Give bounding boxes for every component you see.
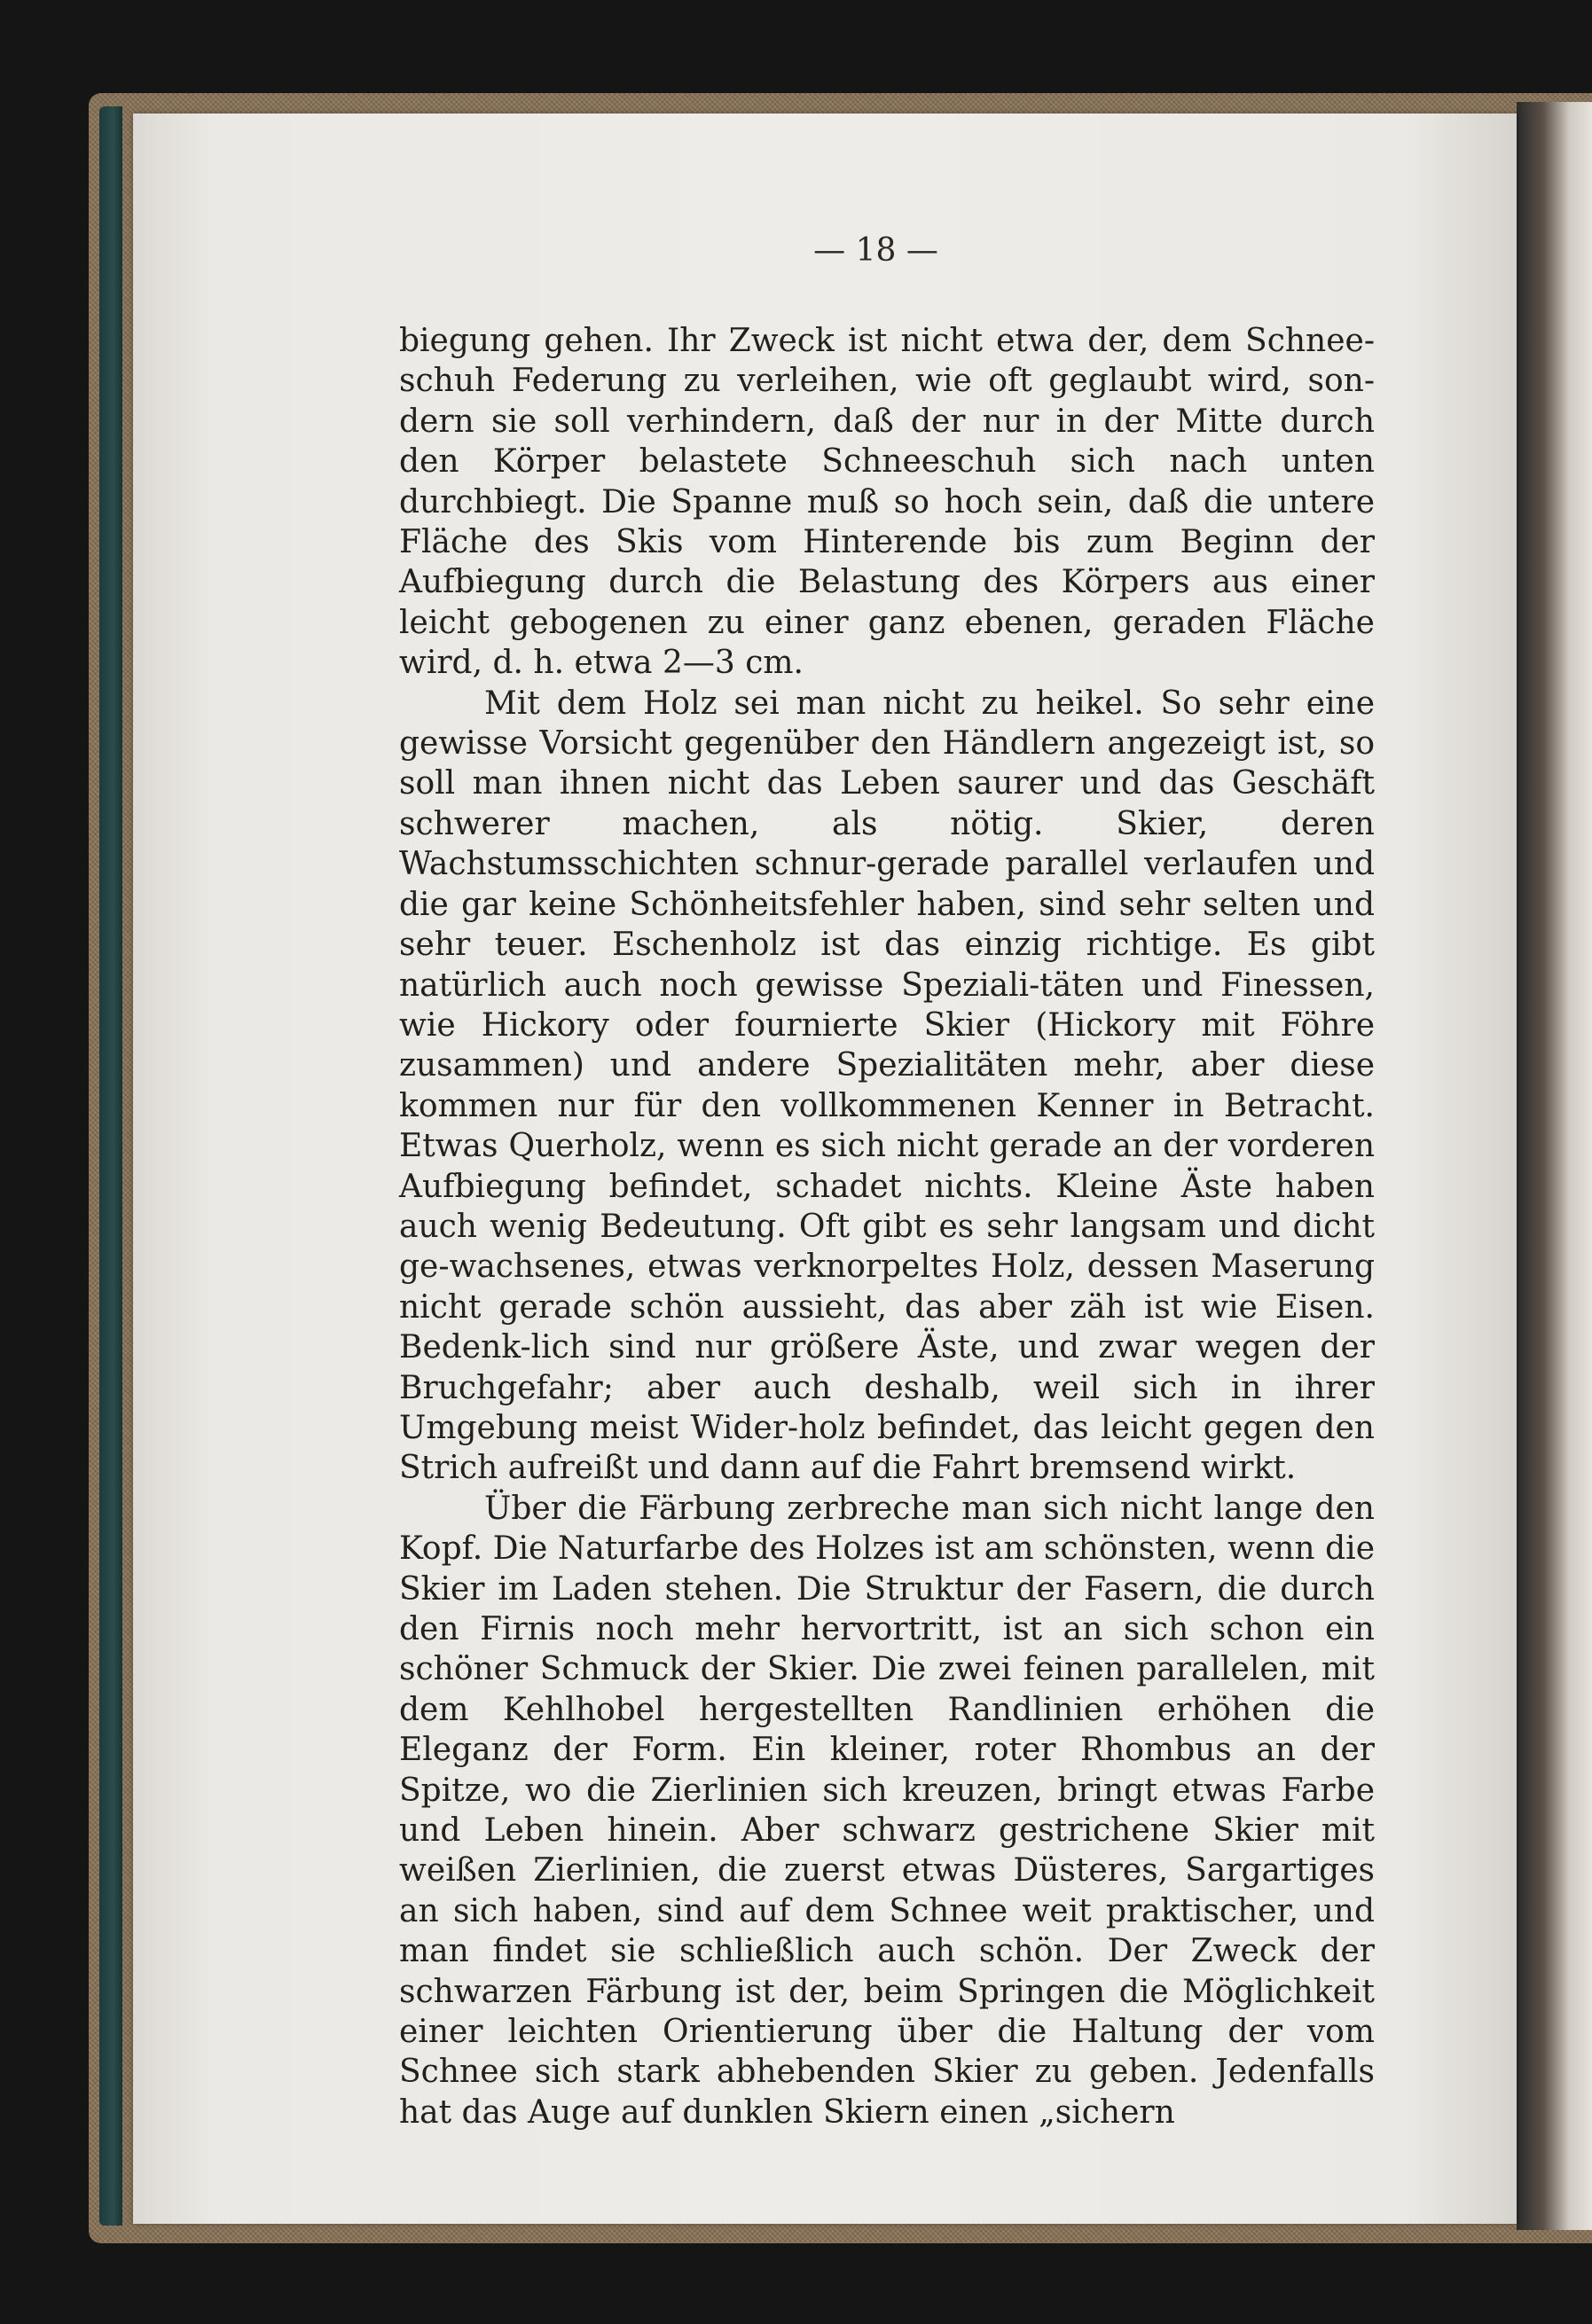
paragraph-1: biegung gehen. Ihr Zweck ist nicht etwa der, dem Schnee-schuh Federung zu verleihen, wie oft geglaubt wird, son-dern sie soll verhindern, daß der nur in der Mitte durch den Körper belastete Schneeschuh sich nach unten durchbiegt. Die Spanne muß so hoch sein, daß die untere Fläche des Skis vom Hinterende bis zum Beginn der Aufbiegung durch die Belastung des Körpers aus einer leicht gebogenen zu einer ganz ebenen, geraden Fläche wird, d. h. etwa 2—3 cm. [399,323,1375,682]
book-spine [99,106,122,2226]
page-body-text [399,321,1375,2132]
paragraph-3: Über die Färbung zerbreche man sich nicht lange den Kopf. Die Naturfarbe des Holzes ist am schönsten, wenn die Skier im Laden stehen. Die Struktur der Fasern, die durch den Firnis noch mehr hervortritt, ist an sich schon ein schöner Schmuck der Skier. Die zwei feinen parallelen, mit dem Kehlhobel hergestellten Randlinien erhöhen die Eleganz der Form. Ein kleiner, roter Rhombus an der Spitze, wo die Zierlinien sich kreuzen, bringt etwas Farbe und Leben hinein. Aber schwarz gestrichene Skier mit weißen Zierlinien, die zuerst etwas Düsteres, Sargartiges an sich haben, sind auf dem Schnee weit praktischer, und man findet sie schließlich auch schön. Der Zweck der schwarzen Färbung ist der, beim Springen die Möglichkeit einer leichten Orientierung über die Haltung der vom Schnee sich stark abhebenden Skier zu geben. Jedenfalls hat das Auge auf dunklen Skiern einen „sichern [399,1490,1375,2131]
page-number: — 18 — [813,232,938,269]
facing-page-edge [1517,102,1592,2230]
paragraph-2: Mit dem Holz sei man nicht zu heikel. So sehr eine gewisse Vorsicht gegenüber den Händlern angezeigt ist, so soll man ihnen nicht das Leben saurer und das Geschäft schwerer machen, als nötig. Skier, deren Wachstumsschichten schnur-gerade parallel verlaufen und die gar keine Schönheitsfehler haben, sind sehr selten und sehr teuer. Eschenholz ist das einzig richtige. Es gibt natürlich auch noch gewisse Speziali-täten und Finessen, wie Hickory oder fournierte Skier (Hickory mit Föhre zusammen) und andere Spezialitäten mehr, aber diese kommen nur für den vollkommenen Kenner in Betracht. Etwas Querholz, wenn es sich nicht gerade an der vorderen Aufbiegung befindet, schadet nichts. Kleine Äste haben auch wenig Bedeutung. Oft gibt es sehr langsam und dicht ge-wachsenes, etwas verknorpeltes Holz, dessen Maserung nicht gerade schön aussieht, das aber zäh ist wie Eisen. Bedenk-lich sind nur größere Äste, und zwar wegen der Bruchgefahr; aber auch deshalb, weil sich in ihrer Umgebung meist Wider-holz befindet, das leicht gegen den Strich aufreißt und dann auf die Fahrt bremsend wirkt. [399,685,1375,1487]
